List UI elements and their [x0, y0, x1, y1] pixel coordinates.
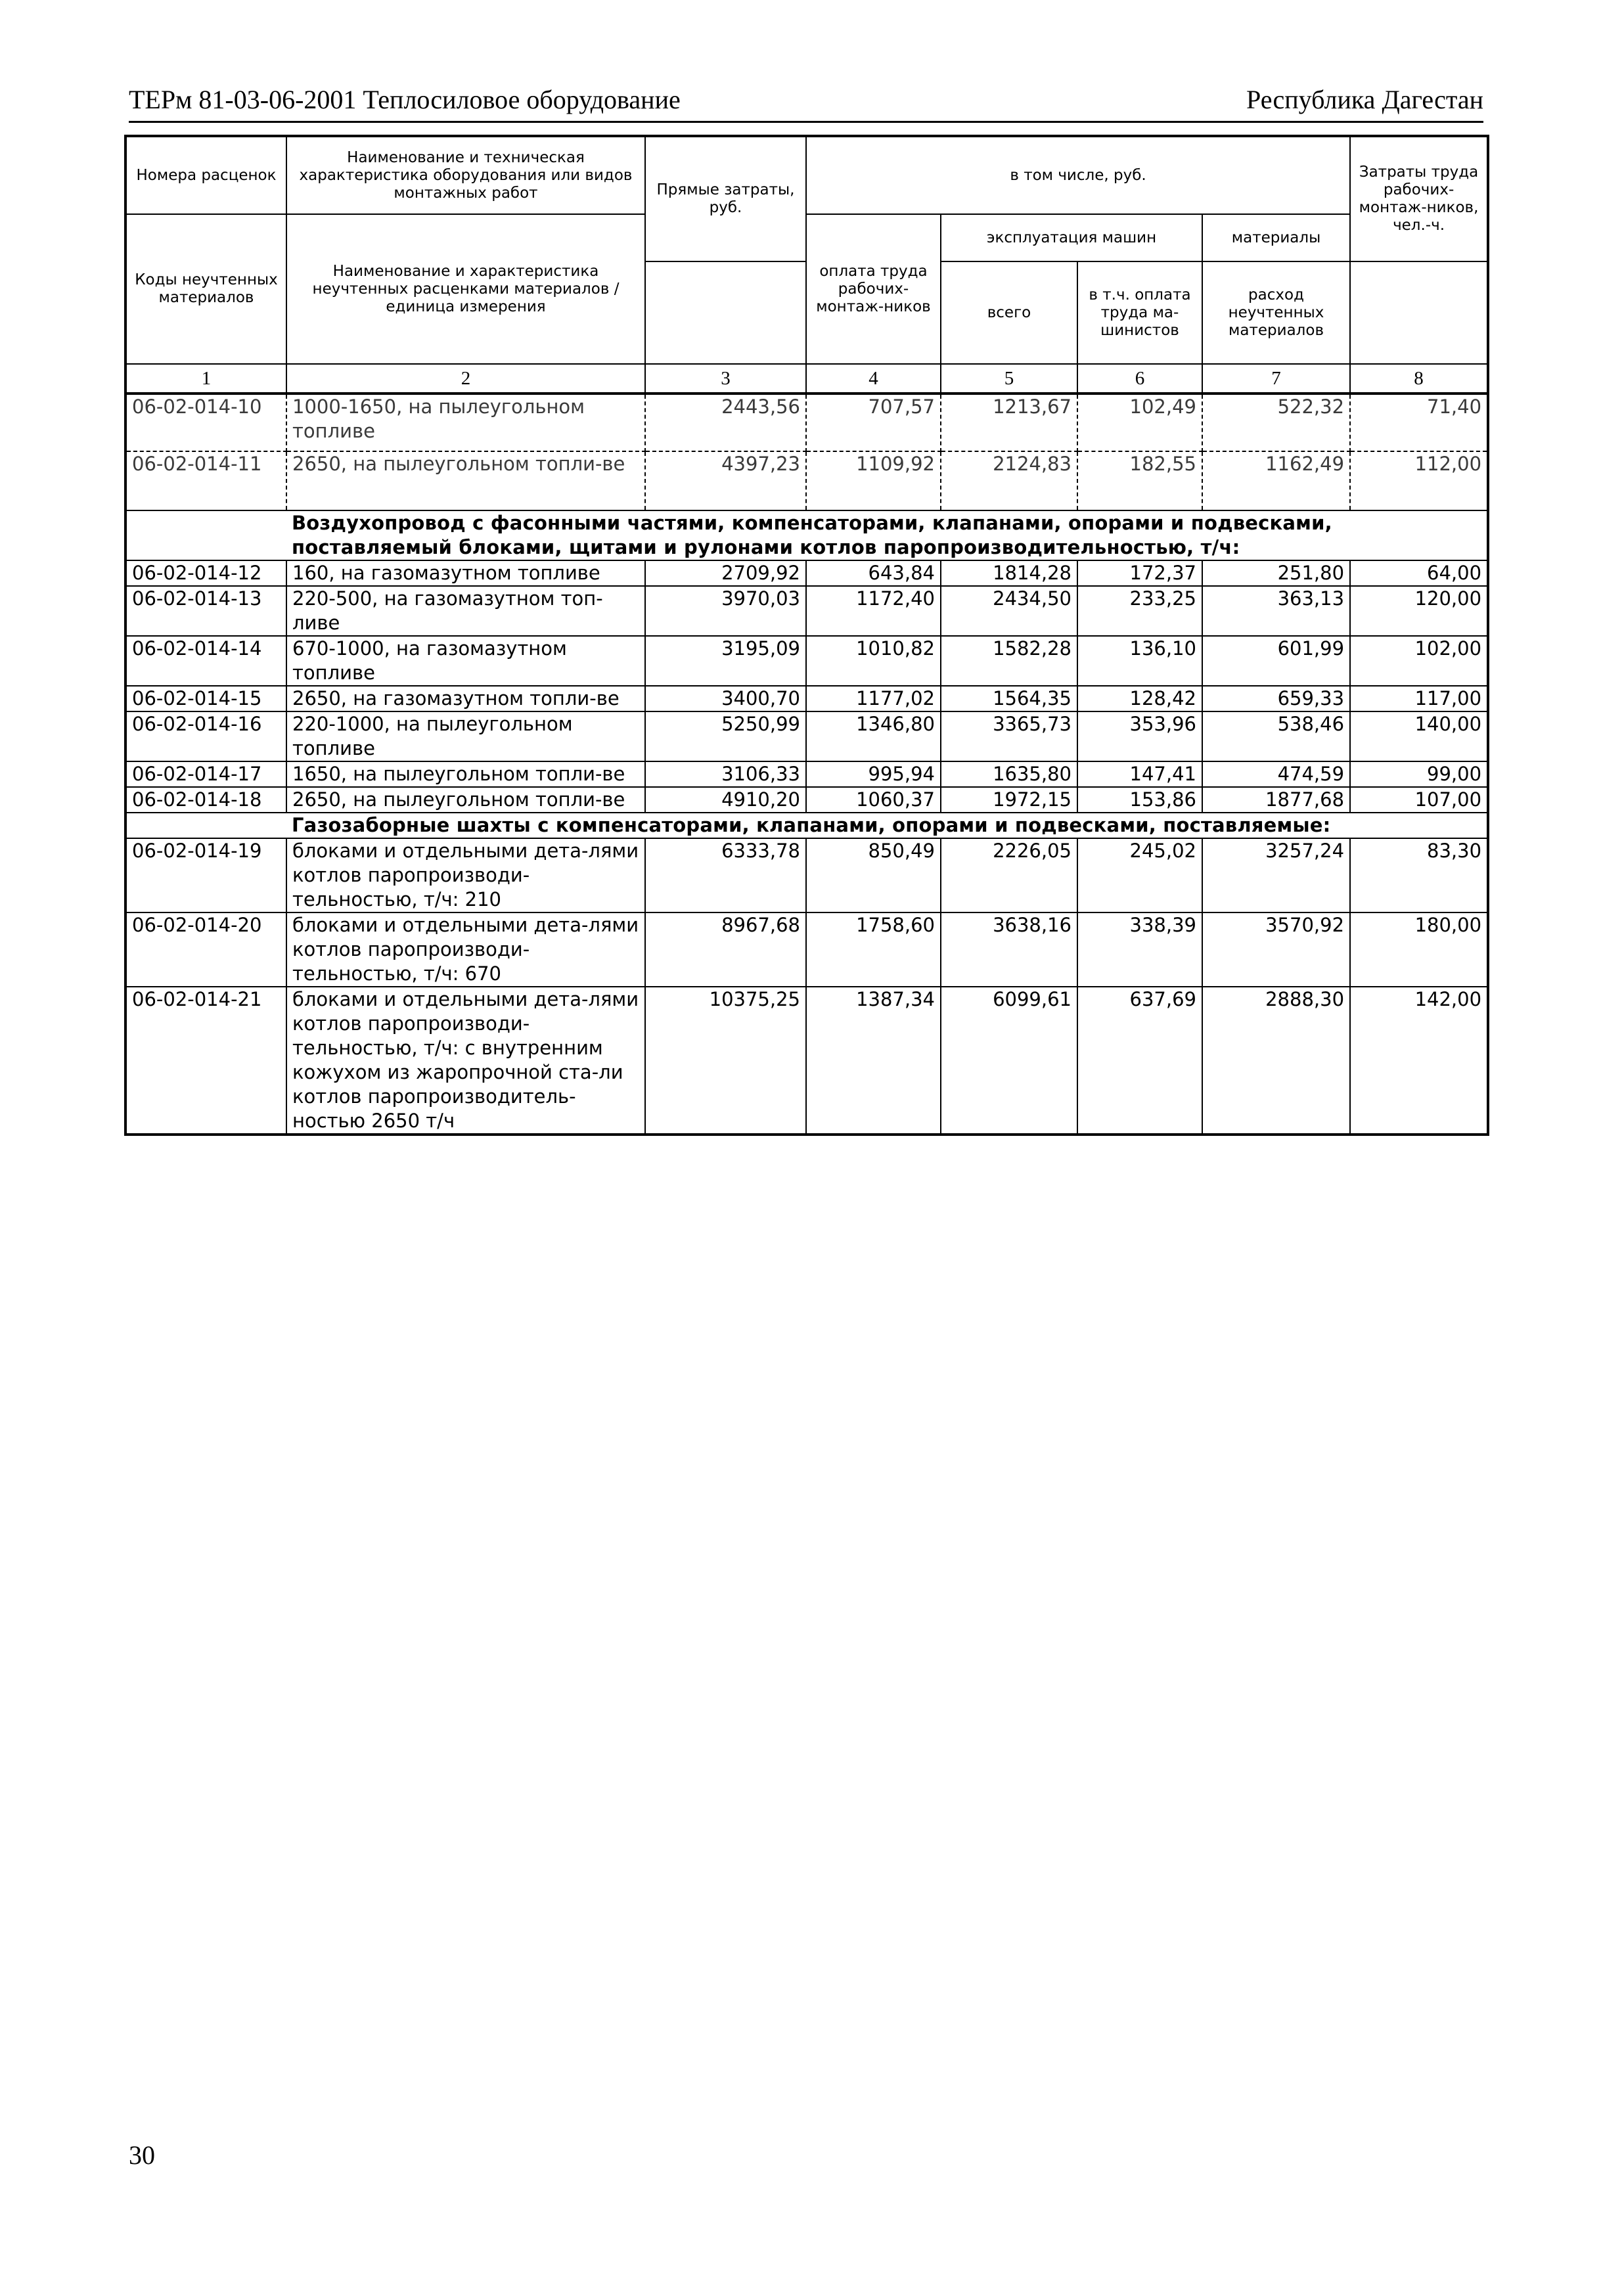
direct-costs-value: 4910,20 [645, 787, 806, 813]
rate-name: 160, на газомазутном топливе [286, 560, 645, 586]
page-number: 30 [129, 2140, 155, 2170]
labor-pay-value: 1060,37 [806, 787, 941, 813]
section-heading-air-ducts: Воздухопровод с фасонными частями, компенсаторами, клапанами, опорами и подвесками, поставляемый блоками, щитами и рулонами котлов паропроизводительностью, т/ч: [286, 510, 1488, 560]
table-row [125, 787, 1488, 813]
direct-costs-value: 6333,78 [645, 838, 806, 912]
labor-hours-value: 99,00 [1350, 761, 1488, 787]
rate-code: 06-02-014-10 [125, 394, 286, 451]
header-rule [129, 121, 1483, 123]
labor-hours-value: 142,00 [1350, 987, 1488, 1135]
materials-value: 474,59 [1202, 761, 1350, 787]
header-region: Республика Дагестан [1246, 85, 1483, 114]
machine-total-value: 1972,15 [941, 787, 1077, 813]
rate-code: 06-02-014-19 [125, 838, 286, 912]
direct-costs-value: 5250,99 [645, 711, 806, 761]
machine-total-value: 1564,35 [941, 686, 1077, 711]
labor-hours-value: 112,00 [1350, 451, 1488, 510]
col-number: 2 [286, 364, 645, 394]
head-including: в том числе, руб. [806, 136, 1350, 214]
direct-costs-value: 8967,68 [645, 912, 806, 987]
table-row [125, 838, 1488, 912]
labor-hours-value: 117,00 [1350, 686, 1488, 711]
head-machine-total: всего [941, 261, 1077, 364]
direct-costs-value: 3400,70 [645, 686, 806, 711]
rate-code: 06-02-014-21 [125, 987, 286, 1135]
rate-name: 220-1000, на пылеугольном топливе [286, 711, 645, 761]
table-row [125, 761, 1488, 787]
labor-pay-value: 1010,82 [806, 636, 941, 686]
head-rate-numbers: Номера расценок [125, 136, 286, 214]
machine-labor-value: 172,37 [1077, 560, 1202, 586]
machine-total-value: 1814,28 [941, 560, 1077, 586]
machine-total-value: 6099,61 [941, 987, 1077, 1135]
head-labor-costs: Затраты труда рабочих-монтаж-ников, чел.-ч. [1350, 136, 1488, 261]
head-name-technical: Наименование и техническая характеристика оборудования или видов монтажных работ [286, 136, 645, 214]
labor-hours-value: 102,00 [1350, 636, 1488, 686]
table-row [125, 912, 1488, 987]
rate-name: 2650, на пылеугольном топли-ве [286, 787, 645, 813]
direct-costs-value: 3106,33 [645, 761, 806, 787]
materials-value: 522,32 [1202, 394, 1350, 451]
head-name-materials: Наименование и характеристика неучтенных расценками материалов / единица измерения [286, 214, 645, 364]
head-codes: Коды неучтенных материалов [125, 214, 286, 364]
direct-costs-value: 10375,25 [645, 987, 806, 1135]
table-row [125, 586, 1488, 636]
rate-name: блоками и отдельными дета-лями котлов паропроизводи-тельностью, т/ч: с внутренним кожухом из жаропрочной ста-ли котлов паропроизводитель-ностью 2650 т/ч [286, 987, 645, 1135]
rate-code: 06-02-014-17 [125, 761, 286, 787]
labor-hours-value: 120,00 [1350, 586, 1488, 636]
rate-code: 06-02-014-12 [125, 560, 286, 586]
machine-labor-value: 182,55 [1077, 451, 1202, 510]
materials-value: 538,46 [1202, 711, 1350, 761]
section-spacer [125, 813, 286, 838]
section-spacer [125, 510, 286, 560]
head-machine-operation: эксплуатация машин [941, 214, 1202, 261]
materials-value: 2888,30 [1202, 987, 1350, 1135]
head-labor-pay: оплата труда рабочих-монтаж-ников [806, 214, 941, 364]
labor-pay-value: 1346,80 [806, 711, 941, 761]
labor-pay-value: 1172,40 [806, 586, 941, 636]
machine-labor-value: 147,41 [1077, 761, 1202, 787]
col-number: 1 [125, 364, 286, 394]
labor-hours-value: 83,30 [1350, 838, 1488, 912]
labor-pay-value: 1758,60 [806, 912, 941, 987]
table-row [125, 636, 1488, 686]
machine-total-value: 3365,73 [941, 711, 1077, 761]
labor-hours-value: 64,00 [1350, 560, 1488, 586]
machine-labor-value: 637,69 [1077, 987, 1202, 1135]
col-number: 4 [806, 364, 941, 394]
labor-pay-value: 643,84 [806, 560, 941, 586]
section-row [125, 510, 1488, 560]
rate-name: 1650, на пылеугольном топли-ве [286, 761, 645, 787]
machine-total-value: 3638,16 [941, 912, 1077, 987]
table-row [125, 987, 1488, 1135]
machine-labor-value: 338,39 [1077, 912, 1202, 987]
direct-costs-value: 3195,09 [645, 636, 806, 686]
running-header [129, 81, 1483, 118]
header-row-2 [125, 214, 1488, 261]
rate-code: 06-02-014-11 [125, 451, 286, 510]
head-machine-labor: в т.ч. оплата труда ма-шинистов [1077, 261, 1202, 364]
header-row-1 [125, 136, 1488, 214]
header-title: ТЕРм 81-03-06-2001 Теплосиловое оборудование [129, 85, 681, 114]
materials-value: 1877,68 [1202, 787, 1350, 813]
direct-costs-value: 2709,92 [645, 560, 806, 586]
machine-labor-value: 233,25 [1077, 586, 1202, 636]
labor-hours-value: 140,00 [1350, 711, 1488, 761]
labor-pay-value: 1387,34 [806, 987, 941, 1135]
rate-code: 06-02-014-13 [125, 586, 286, 636]
rate-name: 2650, на газомазутном топли-ве [286, 686, 645, 711]
labor-pay-value: 707,57 [806, 394, 941, 451]
machine-labor-value: 353,96 [1077, 711, 1202, 761]
labor-hours-value: 180,00 [1350, 912, 1488, 987]
rate-name: 670-1000, на газомазутном топливе [286, 636, 645, 686]
rate-code: 06-02-014-14 [125, 636, 286, 686]
machine-total-value: 2226,05 [941, 838, 1077, 912]
machine-total-value: 1635,80 [941, 761, 1077, 787]
head-placeholder-hours [1350, 261, 1488, 364]
materials-value: 601,99 [1202, 636, 1350, 686]
rate-name: 1000-1650, на пылеугольном топливе [286, 394, 645, 451]
materials-value: 1162,49 [1202, 451, 1350, 510]
materials-value: 3257,24 [1202, 838, 1350, 912]
head-direct-costs: Прямые затраты, руб. [645, 136, 806, 261]
col-number: 3 [645, 364, 806, 394]
labor-hours-value: 107,00 [1350, 787, 1488, 813]
direct-costs-value: 2443,56 [645, 394, 806, 451]
labor-pay-value: 995,94 [806, 761, 941, 787]
machine-total-value: 1582,28 [941, 636, 1077, 686]
labor-pay-value: 1109,92 [806, 451, 941, 510]
head-placeholder-direct [645, 261, 806, 364]
direct-costs-value: 3970,03 [645, 586, 806, 636]
col-number: 6 [1077, 364, 1202, 394]
head-materials: материалы [1202, 214, 1350, 261]
section-heading-gas-shafts: Газозаборные шахты с компенсаторами, клапанами, опорами и подвесками, поставляемые: [286, 813, 1488, 838]
col-number: 7 [1202, 364, 1350, 394]
rate-code: 06-02-014-20 [125, 912, 286, 987]
materials-value: 3570,92 [1202, 912, 1350, 987]
machine-total-value: 1213,67 [941, 394, 1077, 451]
column-numbers-row [125, 364, 1488, 394]
machine-labor-value: 153,86 [1077, 787, 1202, 813]
table-row [125, 686, 1488, 711]
head-materials-consumption: расход неучтенных материалов [1202, 261, 1350, 364]
rate-code: 06-02-014-15 [125, 686, 286, 711]
table-row [125, 394, 1488, 451]
direct-costs-value: 4397,23 [645, 451, 806, 510]
rate-name: блоками и отдельными дета-лями котлов паропроизводи-тельностью, т/ч: 670 [286, 912, 645, 987]
rates-table [124, 135, 1489, 1136]
materials-value: 659,33 [1202, 686, 1350, 711]
labor-pay-value: 1177,02 [806, 686, 941, 711]
machine-labor-value: 128,42 [1077, 686, 1202, 711]
materials-value: 251,80 [1202, 560, 1350, 586]
table-row [125, 560, 1488, 586]
table-row [125, 451, 1488, 510]
machine-total-value: 2434,50 [941, 586, 1077, 636]
col-number: 5 [941, 364, 1077, 394]
rate-name: 220-500, на газомазутном топ-ливе [286, 586, 645, 636]
machine-labor-value: 136,10 [1077, 636, 1202, 686]
rate-name: 2650, на пылеугольном топли-ве [286, 451, 645, 510]
table-row [125, 711, 1488, 761]
machine-labor-value: 102,49 [1077, 394, 1202, 451]
rate-name: блоками и отдельными дета-лями котлов паропроизводи-тельностью, т/ч: 210 [286, 838, 645, 912]
col-number: 8 [1350, 364, 1488, 394]
rate-code: 06-02-014-18 [125, 787, 286, 813]
machine-labor-value: 245,02 [1077, 838, 1202, 912]
section-row [125, 813, 1488, 838]
materials-value: 363,13 [1202, 586, 1350, 636]
rate-code: 06-02-014-16 [125, 711, 286, 761]
machine-total-value: 2124,83 [941, 451, 1077, 510]
labor-hours-value: 71,40 [1350, 394, 1488, 451]
labor-pay-value: 850,49 [806, 838, 941, 912]
